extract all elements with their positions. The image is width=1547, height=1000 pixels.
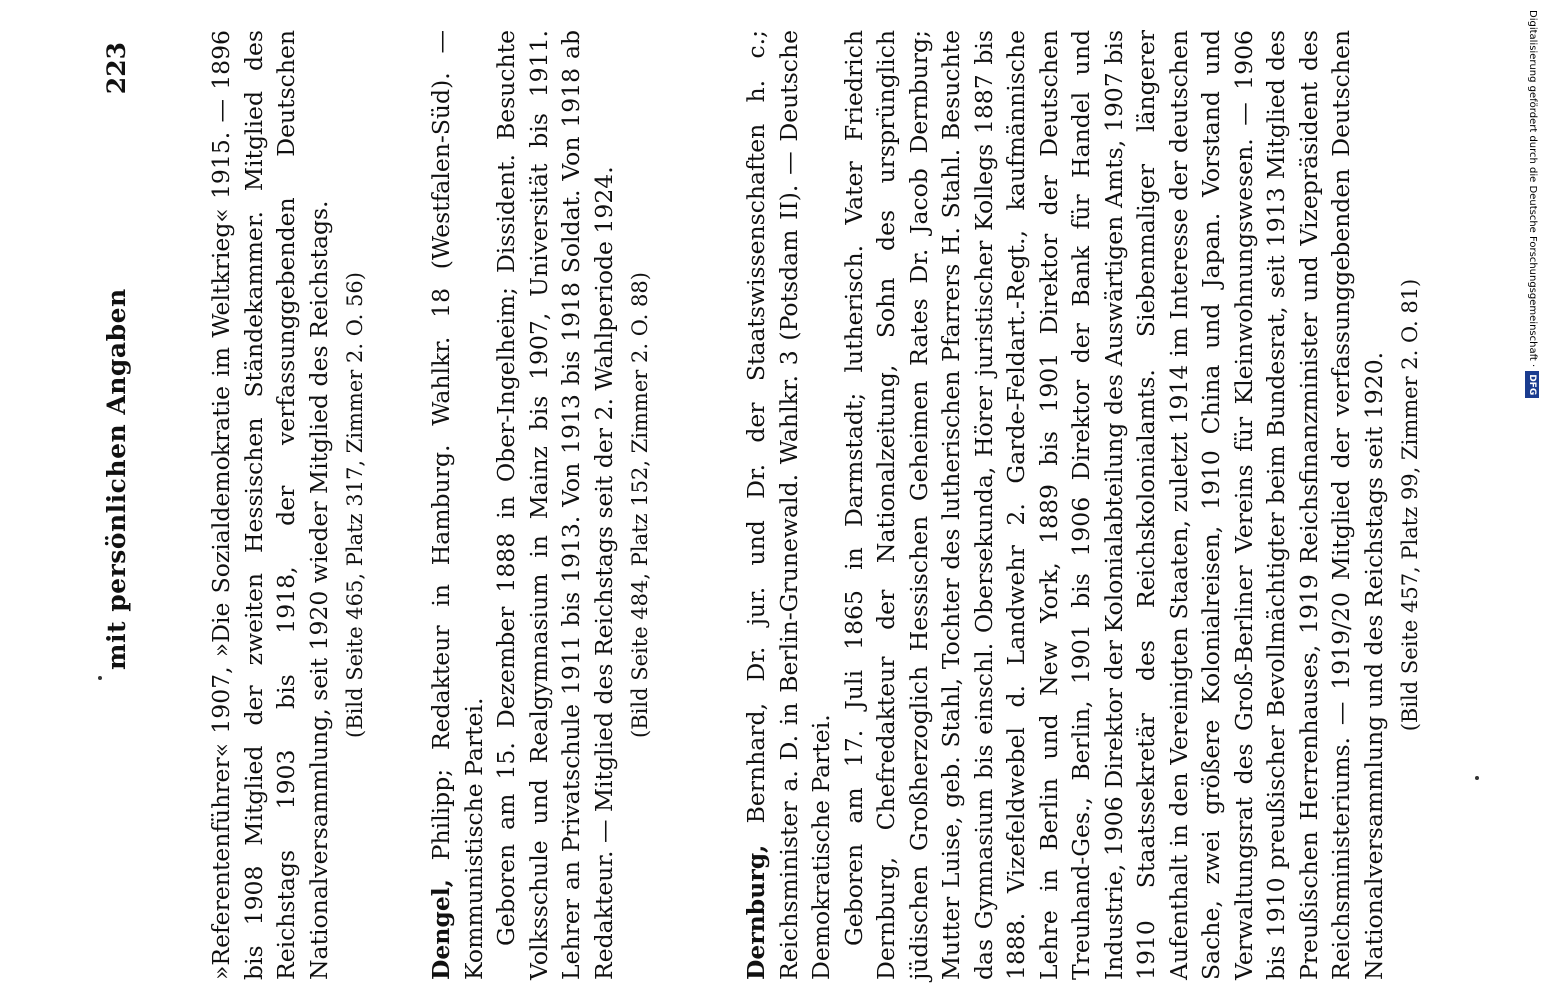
page-header xyxy=(102,30,142,980)
speck-mark xyxy=(1475,776,1479,780)
entry-dengel-body: Geboren am 15. Dezember 1888 in Ober-Ingelheim; Dissident. Besuchte Volksschule und Realgymnasium in Mainz bis 1907, Universität bis 1911. Lehrer an Privatschule 1911 bis 1913. Von 1913 bis 1918 Soldat. Von 1918 ab Redakteur. — Mitglied des Reichstags seit der 2. Wahlperiode 1924. xyxy=(492,30,618,980)
entry-previous-text: »Referentenführer« 1907, »Die Sozialdemokratie im Weltkrieg« 1915. — 1896 bis 1908 Mitglied der zweiten Hessischen Ständekammer. Mitglied des Reichstags 1903 bis 1918, der verfassunggebenden Deutschen Nationalversammlung, seit 1920 wieder Mitglied des Reichstags. xyxy=(207,30,333,980)
dfg-imprint xyxy=(1522,10,1542,396)
rotated-book-page xyxy=(40,30,1510,980)
entry-dernburg-caption: (Bild Seite 457, Platz 99, Zimmer 2. O. 81) xyxy=(1398,278,1422,732)
running-head: mit persönlichen Angaben xyxy=(102,288,131,670)
entry-previous-caption: (Bild Seite 465, Platz 317, Zimmer 2. O. 56) xyxy=(343,272,367,738)
entry-dernburg-body: Geboren am 17. Juli 1865 in Darmstadt; lutherisch. Vater Friedrich Dernburg, Chefredakteur der Nationalzeitung, Sohn des ursprünglich jüdischen Großherzoglich Hessischen Geheimen Rates Dr. Jacob Dernburg; Mutter Luise, geb. Stahl, Tochter des lutherischen Pfarrers H. Stahl. Besuchte das Gymnasium bis einschl. Obersekunda, Hörer juristischer Kollegs 1887 bis 1888. Vizefeldwebel d. Landwehr 2. Garde-Feldart.-Regt., kaufmännische Lehre in Berlin und New York, 1889 bis 1901 Direktor der Deutschen Treuhand-Ges., Berlin, 1901 bis 1906 Direktor der Bank für Handel und Industrie, 1906 Direktor der Kolonialabteilung des Auswärtigen Amts, 1907 bis 1910 Staatssekretär des Reichskolonialamts. Siebenmaliger längerer Aufenthalt in den Vereinigten Staaten, zuletzt 1914 im Interesse der deutschen Sache, zwei größere Kolonialreisen, 1910 China und Japan. Vorstand und Verwaltungsrat des Groß-Berliner Vereins für Kleinwohnungswesen. — 1906 bis 1910 preußischer Bevollmächtigter beim Bundesrat, seit 1913 Mitglied des Preußischen Herrenhauses, 1919 Reichsfinanzminister und Vizepräsident des Reichsministeriums. — 1919/20 Mitglied der verfassunggebenden Deutschen Nationalversammlung und des Reichstags seit 1920. xyxy=(839,30,1388,980)
speck-mark xyxy=(98,676,102,680)
entry-dengel-name: Dengel, xyxy=(427,879,455,980)
entry-dernburg-lead-text: Bernhard, Dr. jur. und Dr. der Staatswissenschaften h. c.; Reichsminister a. D. in Berlin-Grunewald. Wahlkr. 3 (Potsdam II). — Deutsche Demokratische Partei. xyxy=(742,30,835,980)
entry-previous xyxy=(205,30,372,980)
entry-dengel xyxy=(425,30,657,980)
dfg-imprint-text xyxy=(1522,10,1542,396)
entry-dengel-lead xyxy=(425,30,490,980)
entry-dengel-caption: (Bild Seite 484, Platz 152, Zimmer 2. O. 88) xyxy=(628,272,652,738)
entry-dernburg xyxy=(740,30,1427,980)
dfg-logo: DFG xyxy=(1525,371,1539,398)
entry-dernburg-name: Dernburg, xyxy=(742,844,770,980)
entry-dengel-lead-text: Philipp; Redakteur in Hamburg. Wahlkr. 18 (Westfalen-Süd). — Kommunistische Partei. xyxy=(427,30,488,980)
imprint-label: Digitalisierung gefördert durch die Deutsche Forschungsgemeinschaft · xyxy=(1527,10,1538,368)
entry-dernburg-lead xyxy=(740,30,838,980)
page-number: 223 xyxy=(102,42,131,95)
